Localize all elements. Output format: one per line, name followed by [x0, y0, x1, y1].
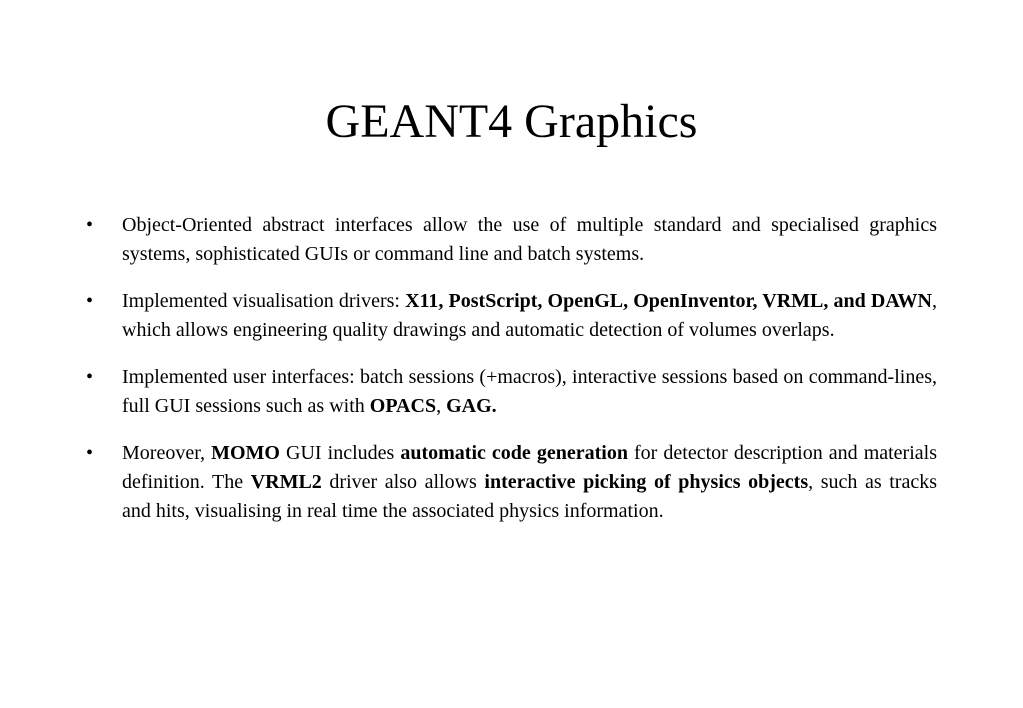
bullet-item-interfaces — [82, 211, 937, 269]
opacs-name: OPACS — [369, 395, 437, 417]
bullet-text: Moreover, — [122, 442, 212, 464]
bullet-text: , such as tracks and hits, visualising in real time the associated physics information. — [122, 471, 938, 522]
vrml2-name: VRML2 — [250, 471, 322, 493]
bullet-marker: • — [86, 290, 94, 312]
driver-names: X11, PostScript, OpenGL, OpenInventor, VRML, and DAWN — [405, 290, 933, 312]
bullet-text: driver also allows — [321, 471, 485, 493]
picking-phrase: interactive picking of physics objects — [484, 471, 809, 493]
bullet-marker: • — [86, 442, 94, 464]
momo-name: MOMO — [211, 442, 280, 464]
bullet-item-drivers — [82, 287, 937, 345]
bullet-text: for detector description and materials definition. The — [122, 442, 937, 493]
code-generation-phrase: automatic code generation — [400, 442, 628, 464]
bullet-text: GUI includes — [279, 442, 401, 464]
bullet-text: , — [436, 395, 447, 417]
slide-title: GEANT4 Graphics — [325, 95, 698, 148]
bullet-list — [82, 211, 937, 544]
bullet-item-user-interfaces — [82, 363, 937, 421]
bullet-item-momo — [82, 439, 937, 526]
bullet-text: Implemented user interfaces: batch sessions (+macros), interactive sessions based on command-lines, full GUI sessions such as with — [122, 366, 937, 417]
bullet-marker: • — [86, 214, 94, 236]
bullet-marker: • — [86, 366, 94, 388]
bullet-text: Object-Oriented abstract interfaces allow the use of multiple standard and specialised graphics systems, sophisticated GUIs or command line and batch systems. — [122, 214, 937, 265]
bullet-text: , which allows engineering quality drawings and automatic detection of volumes overlaps. — [122, 290, 938, 341]
bullet-text: Implemented visualisation drivers: — [122, 290, 406, 312]
gag-name: GAG. — [446, 395, 497, 417]
